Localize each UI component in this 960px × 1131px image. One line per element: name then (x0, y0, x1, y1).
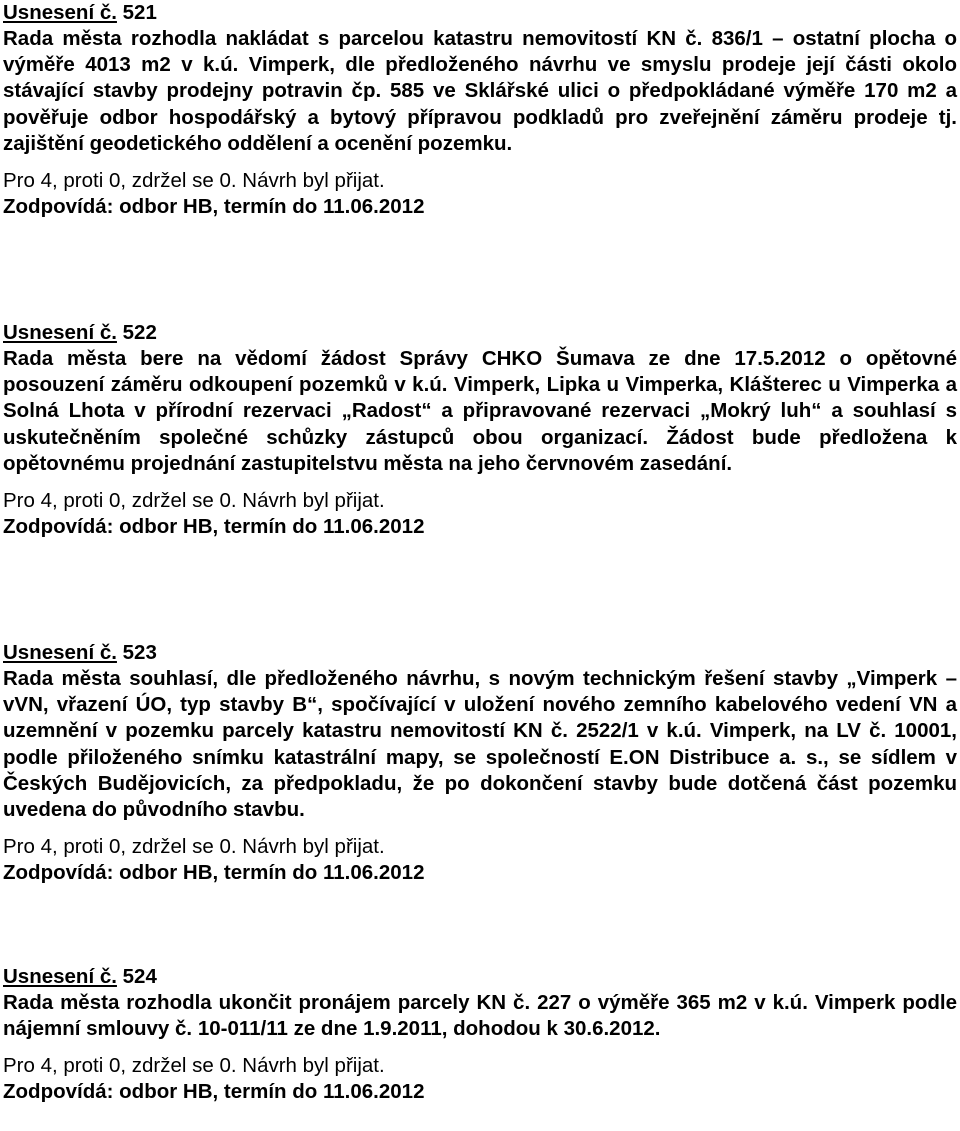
resolution-521 (3, 0, 957, 220)
resolution-heading (3, 0, 957, 26)
resolution-heading (3, 964, 957, 990)
vote-result: Pro 4, proti 0, zdržel se 0. Návrh byl přijat. (3, 169, 385, 193)
vote-result: Pro 4, proti 0, zdržel se 0. Návrh byl přijat. (3, 835, 385, 859)
vote-result: Pro 4, proti 0, zdržel se 0. Návrh byl přijat. (3, 489, 385, 513)
resolution-heading-label: Usnesení č. (3, 641, 117, 664)
resolution-524 (3, 964, 957, 1105)
resolution-523 (3, 640, 957, 886)
resolution-heading-label: Usnesení č. (3, 321, 117, 344)
resolution-heading (3, 640, 957, 666)
responsibility-line: Zodpovídá: odbor HB, termín do 11.06.2012 (3, 1080, 425, 1104)
resolution-number: 521 (122, 1, 157, 24)
resolution-number: 524 (122, 965, 157, 988)
resolution-text: Rada města bere na vědomí žádost Správy CHKO Šumava ze dne 17.5.2012 o opětovné posouzení záměru odkoupení pozemků v k.ú. Vimperk, Lipka u Vimperka, Klášterec u Vimperka a Solná Lhota v přírodní rezervaci „Radost“ a připravované rezervaci „Mokrý luh“ a souhlasí s uskutečněním společné schůzky zástupců obou organizací. Žádost bude předložena k opětovnému projednání zastupitelstvu města na jeho červnovém zasedání. (3, 347, 957, 475)
vote-result: Pro 4, proti 0, zdržel se 0. Návrh byl přijat. (3, 1054, 385, 1078)
resolution-number: 522 (122, 321, 157, 344)
resolution-heading-label: Usnesení č. (3, 965, 117, 988)
resolution-number: 523 (122, 641, 157, 664)
responsibility-line: Zodpovídá: odbor HB, termín do 11.06.2012 (3, 195, 425, 219)
resolution-text: Rada města souhlasí, dle předloženého návrhu, s novým technickým řešení stavby „Vimperk – vVN, vřazení ÚO, typ stavby B“, spočívající v uložení nového zemního kabelového vedení VN a uzemnění v pozemku parcely katastru nemovitostí KN č. 2522/1 v k.ú. Vimperk, na LV č. 10001, podle přiloženého snímku katastrální mapy, se společností E.ON Distribuce a. s., se sídlem v Českých Budějovicích, za předpokladu, že po dokončení stavby bude dotčená část pozemku uvedena do původního stavbu. (3, 667, 957, 822)
resolution-text: Rada města rozhodla nakládat s parcelou katastru nemovitostí KN č. 836/1 – ostatní plocha o výměře 4013 m2 v k.ú. Vimperk, dle předloženého návrhu ve smyslu prodeje její části okolo stávající stavby prodejny potravin čp. 585 ve Sklářské ulici o předpokládané výměře 170 m2 a pověřuje odbor hospodářský a bytový přípravou podkladů pro zveřejnění záměru prodeje tj. zajištění geodetického oddělení a ocenění pozemku. (3, 27, 957, 155)
resolution-text: Rada města rozhodla ukončit pronájem parcely KN č. 227 o výměře 365 m2 v k.ú. Vimperk podle nájemní smlouvy č. 10-011/11 ze dne 1.9.2011, dohodou k 30.6.2012. (3, 991, 957, 1041)
resolution-heading-label: Usnesení č. (3, 1, 117, 24)
resolution-522 (3, 320, 957, 540)
resolution-heading (3, 320, 957, 346)
responsibility-line: Zodpovídá: odbor HB, termín do 11.06.2012 (3, 861, 425, 885)
responsibility-line: Zodpovídá: odbor HB, termín do 11.06.2012 (3, 515, 425, 539)
